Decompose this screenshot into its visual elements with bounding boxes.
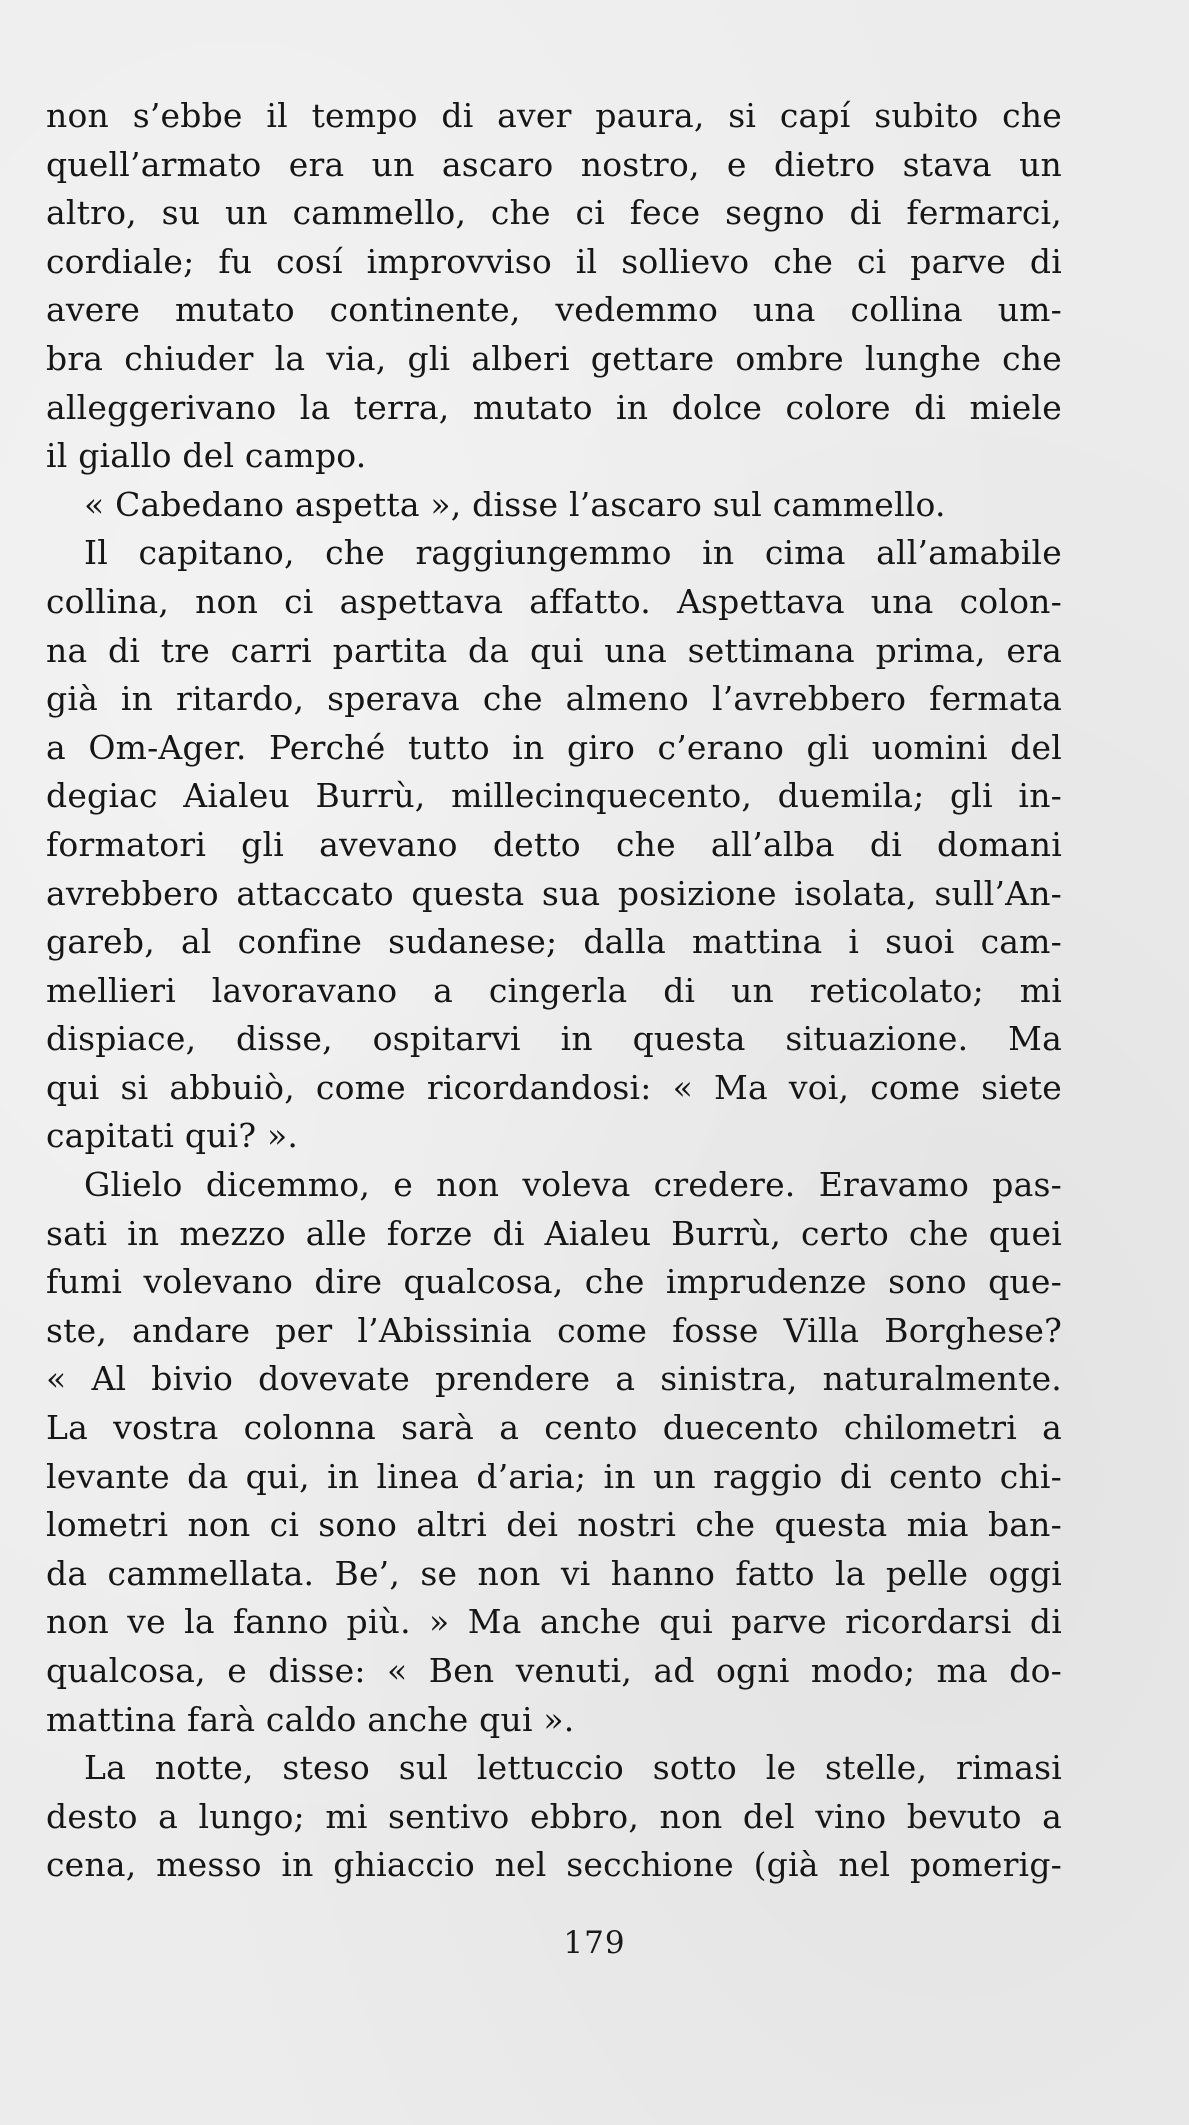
text-line: « Al bivio dovevate prendere a sinistra, naturalmente. (46, 1359, 1062, 1399)
text-line: non s’ebbe il tempo di aver paura, si capí subito che (46, 96, 1062, 135)
text-line: La vostra colonna sarà a cento duecento chilometri a (46, 1408, 1062, 1448)
text-line: formatori gli avevano detto che all’alba di domani (46, 824, 1062, 864)
text-line: bra chiuder la via, gli alberi gettare ombre lunghe che (46, 338, 1062, 378)
text-line: qui si abbuiò, come ricordandosi: « Ma voi, come siete (46, 1067, 1062, 1107)
text-line: lometri non ci sono altri dei nostri che questa mia ban- (46, 1505, 1062, 1545)
text-line: dispiace, disse, ospitarvi in questa situazione. Ma (46, 1019, 1062, 1059)
text-line: Il capitano, che raggiungemmo in cima all’amabile (84, 533, 1062, 573)
text-line: levante da qui, in linea d’aria; in un raggio di cento chi- (46, 1456, 1062, 1496)
text-line: quell’armato era un ascaro nostro, e dietro stava un (46, 144, 1062, 184)
text-line: gareb, al confine sudanese; dalla mattina i suoi cam- (46, 922, 1062, 962)
page-number: 179 (563, 1925, 626, 1961)
text-line: desto a lungo; mi sentivo ebbro, non del vino bevuto a (46, 1796, 1062, 1836)
text-line: mattina farà caldo anche qui ». (46, 1699, 575, 1739)
text-line: fumi volevano dire qualcosa, che imprudenze sono que- (46, 1262, 1062, 1302)
text-line: na di tre carri partita da qui una settimana prima, era (46, 630, 1062, 670)
text-line: ste, andare per l’Abissinia come fosse Villa Borghese? (46, 1310, 1062, 1350)
text-line: altro, su un cammello, che ci fece segno di fermarci, (46, 193, 1062, 233)
text-line: a Om-Ager. Perché tutto in giro c’erano gli uomini del (46, 727, 1062, 767)
text-line: da cammellata. Be’, se non vi hanno fatto la pelle oggi (46, 1553, 1062, 1593)
text-line: già in ritardo, sperava che almeno l’avrebbero fermata (46, 679, 1062, 719)
text-line: non ve la fanno più. » Ma anche qui parve ricordarsi di (46, 1602, 1062, 1642)
text-line: cena, messo in ghiaccio nel secchione (già nel pomerig- (46, 1845, 1062, 1885)
text-line: sati in mezzo alle forze di Aialeu Burrù, certo che quei (46, 1213, 1062, 1253)
text-line: degiac Aialeu Burrù, millecinquecento, duemila; gli in- (46, 776, 1062, 816)
text-line: mellieri lavoravano a cingerla di un reticolato; mi (46, 970, 1062, 1010)
text-line: « Cabedano aspetta », disse l’ascaro sul cammello. (84, 484, 946, 524)
text-line: il giallo del campo. (46, 436, 367, 476)
text-line: capitati qui? ». (46, 1116, 299, 1156)
text-line: avere mutato continente, vedemmo una collina um- (46, 290, 1062, 330)
text-line: avrebbero attaccato questa sua posizione isolata, sull’An- (46, 873, 1062, 913)
text-line: collina, non ci aspettava affatto. Aspettava una colon- (46, 581, 1062, 621)
text-line: qualcosa, e disse: « Ben venuti, ad ogni modo; ma do- (46, 1651, 1062, 1690)
text-line: Glielo dicemmo, e non voleva credere. Eravamo pas- (84, 1165, 1062, 1205)
text-line: La notte, steso sul lettuccio sotto le stelle, rimasi (84, 1748, 1062, 1788)
body-text (46, 92, 1062, 1890)
text-line: cordiale; fu cosí improvviso il sollievo che ci parve di (46, 241, 1062, 281)
text-line: alleggerivano la terra, mutato in dolce colore di miele (46, 387, 1062, 427)
